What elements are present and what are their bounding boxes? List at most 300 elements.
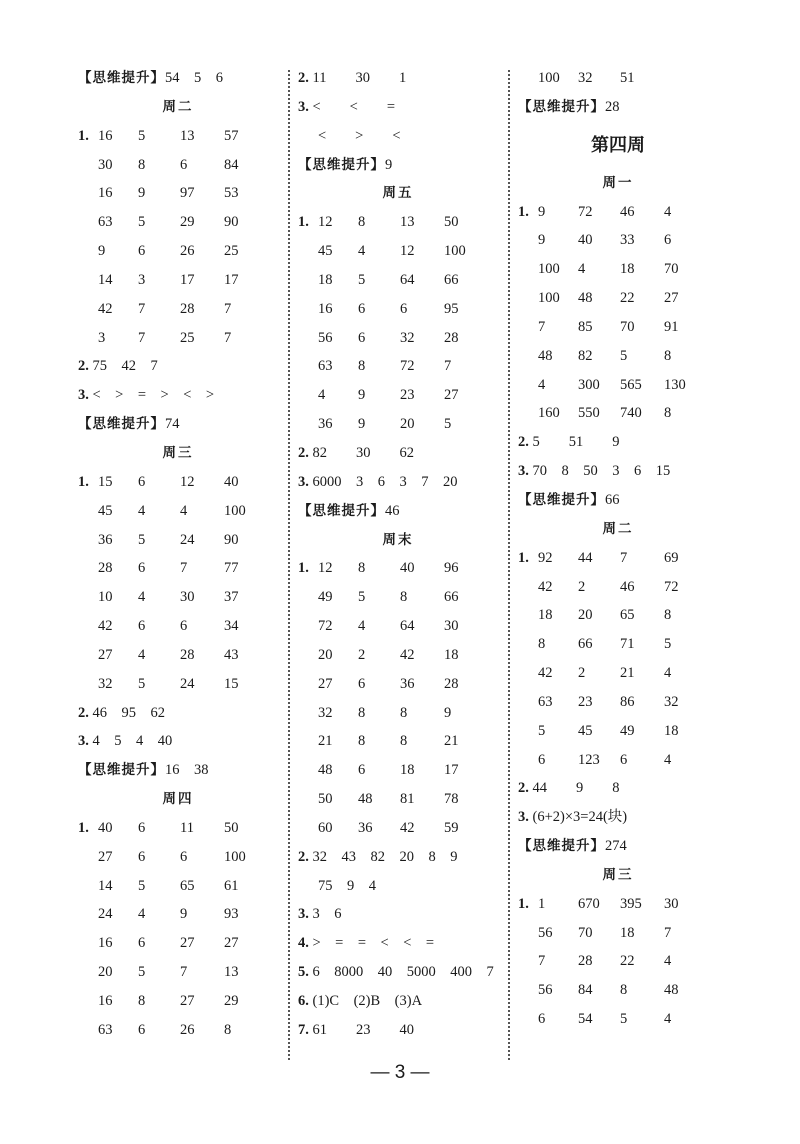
- day-heading: 周一: [602, 174, 634, 191]
- question-number: 1.: [518, 549, 529, 566]
- answer-row: [518, 601, 718, 630]
- answer-line: [518, 774, 718, 803]
- answer-value: 300: [578, 376, 600, 393]
- answer-row: [518, 573, 718, 602]
- answer-line: [78, 727, 278, 756]
- answer-row: [518, 717, 718, 746]
- answer-value: 100: [444, 243, 466, 260]
- answer-value: 29: [180, 214, 195, 231]
- answer-value: 9: [358, 416, 366, 433]
- answer-value: 84: [578, 982, 593, 999]
- answer-value: 8: [400, 589, 408, 606]
- answer-value: 4: [664, 751, 672, 768]
- answer-value: 1: [538, 895, 546, 912]
- thinking-boost-line: [298, 497, 498, 526]
- answer-value: 63: [98, 214, 113, 231]
- answer-value: 69: [664, 549, 679, 566]
- question-number: 2.: [78, 358, 89, 375]
- answer-value: 7: [224, 329, 232, 346]
- answer-value: 12: [180, 473, 195, 490]
- answer-value: 72: [664, 578, 679, 595]
- answer-value: 7: [538, 953, 546, 970]
- column-divider: [508, 70, 510, 1060]
- thinking-boost-line: [518, 486, 718, 515]
- answer-value: 7: [664, 924, 672, 941]
- answer-value: 550: [578, 405, 600, 422]
- answer-value: 7: [620, 549, 628, 566]
- answer-row: [518, 342, 718, 371]
- answer-row: [78, 266, 278, 295]
- answer-value: 4: [538, 376, 546, 393]
- answer-value: 25: [180, 329, 195, 346]
- answer-line: [298, 900, 498, 929]
- answer-value: 9: [444, 704, 452, 721]
- answer-value: 18: [400, 762, 415, 779]
- answer-value: 32: [400, 329, 415, 346]
- answer-value: 22: [620, 290, 635, 307]
- answer-line: [298, 843, 498, 872]
- answer-value: 46: [620, 578, 635, 595]
- answer-value: 21: [444, 733, 459, 750]
- answer-row: [298, 237, 498, 266]
- thinking-boost-answer: 16 38: [165, 762, 209, 779]
- answer-value: 28: [180, 300, 195, 317]
- answer-value: 63: [318, 358, 333, 375]
- answer-value: 5: [138, 127, 146, 144]
- answer-value: 8: [358, 733, 366, 750]
- answer-value: 7: [180, 964, 188, 981]
- answer-value: 28: [444, 329, 459, 346]
- answer-value: 5: [138, 675, 146, 692]
- answer-value: 22: [620, 953, 635, 970]
- question-number: 5.: [298, 964, 309, 981]
- answer-value: 60: [318, 819, 333, 836]
- answer-value: 24: [180, 675, 195, 692]
- answer-value: 4: [664, 1011, 672, 1028]
- answer-value: 7: [180, 560, 188, 577]
- answer-value: 8: [664, 347, 672, 364]
- answer-value: 82: [578, 347, 593, 364]
- answer-value: 45: [578, 722, 593, 739]
- day-heading: 周末: [382, 531, 414, 548]
- answer-value: 5: [444, 416, 452, 433]
- answer-text: 11 30 1: [312, 70, 407, 86]
- answer-line: [78, 352, 278, 381]
- answer-value: 18: [620, 924, 635, 941]
- answer-value: 13: [224, 964, 239, 981]
- answer-value: 8: [664, 607, 672, 624]
- answer-value: 34: [224, 618, 239, 635]
- answer-row: [298, 583, 498, 612]
- answer-value: 4: [138, 589, 146, 606]
- answer-value: 18: [444, 646, 459, 663]
- answer-value: 32: [318, 704, 333, 721]
- answer-column-left: [78, 64, 278, 1045]
- answer-text: < > <: [318, 127, 401, 144]
- answer-row: [298, 381, 498, 410]
- thinking-boost-line: [298, 151, 498, 180]
- answer-row: [78, 497, 278, 526]
- answer-text: < < =: [312, 98, 396, 115]
- answer-value: 59: [444, 819, 459, 836]
- answer-row: [518, 976, 718, 1005]
- answer-row: [78, 122, 278, 151]
- answer-row: [298, 410, 498, 439]
- answer-value: 65: [180, 877, 195, 894]
- answer-row: [298, 756, 498, 785]
- answer-row: [518, 947, 718, 976]
- answer-row: [518, 313, 718, 342]
- answer-value: 25: [224, 243, 239, 260]
- answer-value: 4: [664, 953, 672, 970]
- answer-value: 27: [224, 935, 239, 952]
- answer-value: 160: [538, 405, 560, 422]
- answer-value: 18: [620, 261, 635, 278]
- answer-row: [78, 554, 278, 583]
- answer-value: 64: [400, 271, 415, 288]
- answer-value: 50: [318, 791, 333, 808]
- answer-row: [298, 612, 498, 641]
- answer-row: [298, 699, 498, 728]
- answer-value: 17: [444, 762, 459, 779]
- answer-line: [518, 457, 718, 486]
- answer-row: [78, 929, 278, 958]
- answer-value: 6: [138, 473, 146, 490]
- answer-row: [298, 785, 498, 814]
- answer-value: 45: [98, 502, 113, 519]
- answer-value: 36: [358, 819, 373, 836]
- answer-value: 96: [444, 560, 459, 577]
- answer-value: 6: [358, 675, 366, 692]
- answer-row: [78, 324, 278, 353]
- answer-value: 24: [180, 531, 195, 548]
- answer-value: 95: [444, 300, 459, 317]
- answer-value: 9: [98, 243, 106, 260]
- question-number: 3.: [298, 473, 309, 490]
- answer-value: 26: [180, 243, 195, 260]
- answer-text: 4 5 4 40: [92, 733, 173, 750]
- thinking-boost-label: 【思维提升】: [298, 502, 385, 519]
- answer-value: 27: [98, 646, 113, 663]
- answer-row: [518, 255, 718, 284]
- answer-value: 27: [444, 387, 459, 404]
- answer-value: 27: [180, 935, 195, 952]
- answer-text: 3 6: [312, 906, 342, 923]
- answer-value: 48: [664, 982, 679, 999]
- thinking-boost-answer: 274: [605, 838, 627, 855]
- answer-line: [298, 439, 498, 468]
- answer-row: [518, 399, 718, 428]
- answer-value: 9: [358, 387, 366, 404]
- answer-value: 56: [318, 329, 333, 346]
- question-number: 3.: [518, 809, 529, 826]
- answer-value: 42: [98, 618, 113, 635]
- day-heading: 周三: [162, 444, 194, 461]
- answer-value: 16: [98, 185, 113, 202]
- answer-row: [518, 544, 718, 573]
- page-number: — 3 —: [370, 1062, 430, 1083]
- answer-value: 14: [98, 271, 113, 288]
- answer-value: 30: [664, 895, 679, 912]
- answer-text: 70 8 50 3 6 15: [532, 463, 671, 480]
- answer-value: 7: [138, 329, 146, 346]
- answer-value: 8: [358, 358, 366, 375]
- answer-value: 27: [98, 848, 113, 865]
- day-heading: 周五: [382, 185, 414, 202]
- answer-value: 77: [224, 560, 239, 577]
- answer-value: 6: [664, 232, 672, 249]
- thinking-boost-answer: 46: [385, 502, 400, 519]
- answer-value: 66: [444, 271, 459, 288]
- answer-line: [298, 987, 498, 1016]
- answer-value: 36: [318, 416, 333, 433]
- answer-value: 12: [318, 214, 333, 231]
- answer-value: 395: [620, 895, 642, 912]
- answer-value: 20: [400, 416, 415, 433]
- answer-value: 70: [664, 261, 679, 278]
- answer-value: 5: [138, 214, 146, 231]
- question-number: 2.: [298, 70, 309, 86]
- answer-value: 90: [224, 531, 239, 548]
- answer-column-right: [518, 64, 718, 1034]
- answer-value: 6: [400, 300, 408, 317]
- answer-row: [518, 630, 718, 659]
- question-number: 1.: [298, 214, 309, 231]
- thinking-boost-answer: 66: [605, 491, 620, 508]
- answer-value: 16: [318, 300, 333, 317]
- answer-value: 565: [620, 376, 642, 393]
- answer-value: 24: [98, 906, 113, 923]
- question-number: 2.: [518, 434, 529, 451]
- answer-value: 20: [578, 607, 593, 624]
- thinking-boost-answer: 9: [385, 156, 393, 173]
- answer-row: [298, 352, 498, 381]
- answer-value: 23: [578, 693, 593, 710]
- answer-value: 70: [578, 924, 593, 941]
- answer-value: 100: [538, 70, 560, 86]
- answer-text: (1)C (2)B (3)A: [312, 993, 423, 1009]
- answer-value: 71: [620, 636, 635, 653]
- answer-value: 72: [400, 358, 415, 375]
- answer-row: [78, 208, 278, 237]
- answer-value: 6: [138, 618, 146, 635]
- answer-value: 3: [138, 271, 146, 288]
- answer-value: 6: [538, 1011, 546, 1028]
- answer-row: [78, 843, 278, 872]
- answer-value: 21: [318, 733, 333, 750]
- answer-value: 740: [620, 405, 642, 422]
- answer-value: 56: [538, 982, 553, 999]
- answer-value: 48: [538, 347, 553, 364]
- thinking-boost-line: [518, 93, 718, 122]
- answer-value: 6: [138, 848, 146, 865]
- answer-value: 100: [224, 502, 246, 519]
- answer-value: 4: [138, 502, 146, 519]
- answer-value: 65: [620, 607, 635, 624]
- answer-value: 33: [620, 232, 635, 249]
- thinking-boost-label: 【思维提升】: [518, 98, 605, 115]
- answer-value: 23: [400, 387, 415, 404]
- answer-value: 84: [224, 156, 239, 173]
- answer-value: 6: [138, 560, 146, 577]
- answer-row: [78, 295, 278, 324]
- answer-row: [518, 371, 718, 400]
- question-number: 7.: [298, 1021, 309, 1038]
- answer-value: 6: [180, 848, 188, 865]
- answer-value: 4: [578, 261, 586, 278]
- thinking-boost-label: 【思维提升】: [78, 416, 165, 433]
- answer-value: 2: [578, 665, 586, 682]
- answer-value: 40: [578, 232, 593, 249]
- answer-value: 66: [444, 589, 459, 606]
- week-heading: 第四周: [591, 134, 645, 156]
- thinking-boost-answer: 54 5 6: [165, 70, 223, 86]
- answer-value: 15: [224, 675, 239, 692]
- answer-value: 5: [620, 1011, 628, 1028]
- answer-value: 44: [578, 549, 593, 566]
- answer-value: 17: [224, 271, 239, 288]
- answer-row: [298, 554, 498, 583]
- question-number: 2.: [298, 848, 309, 865]
- answer-value: 32: [664, 693, 679, 710]
- answer-row: [298, 208, 498, 237]
- answer-row: [518, 64, 718, 93]
- answer-value: 50: [444, 214, 459, 231]
- thinking-boost-line: [518, 832, 718, 861]
- answer-row: [518, 284, 718, 313]
- answer-value: 48: [318, 762, 333, 779]
- answer-value: 6: [138, 819, 146, 836]
- answer-value: 2: [358, 646, 366, 663]
- answer-value: 130: [664, 376, 686, 393]
- question-number: 2.: [78, 704, 89, 721]
- answer-value: 91: [664, 318, 679, 335]
- question-number: 2.: [298, 444, 309, 461]
- answer-row: [298, 814, 498, 843]
- answer-row: [78, 583, 278, 612]
- answer-row: [78, 670, 278, 699]
- answer-value: 66: [578, 636, 593, 653]
- answer-line: [298, 958, 498, 987]
- answer-value: 36: [400, 675, 415, 692]
- answer-value: 32: [98, 675, 113, 692]
- thinking-boost-label: 【思维提升】: [518, 838, 605, 855]
- answer-value: 8: [400, 704, 408, 721]
- answer-value: 5: [358, 271, 366, 288]
- answer-value: 28: [98, 560, 113, 577]
- answer-value: 8: [400, 733, 408, 750]
- answer-row: [78, 237, 278, 266]
- answer-value: 20: [318, 646, 333, 663]
- thinking-boost-line: [78, 64, 278, 93]
- answer-value: 9: [138, 185, 146, 202]
- answer-value: 11: [180, 819, 194, 836]
- answer-value: 48: [578, 290, 593, 307]
- answer-value: 49: [318, 589, 333, 606]
- answer-value: 100: [224, 848, 246, 865]
- answer-value: 26: [180, 1021, 195, 1038]
- answer-row: [518, 1005, 718, 1034]
- answer-value: 32: [578, 70, 593, 86]
- answer-value: 6: [358, 329, 366, 346]
- answer-value: 20: [98, 964, 113, 981]
- answer-value: 6: [358, 300, 366, 317]
- answer-value: 37: [224, 589, 239, 606]
- answer-row: [298, 266, 498, 295]
- answer-text: 75 42 7: [92, 358, 158, 375]
- answer-line: [298, 64, 498, 93]
- answer-value: 6: [138, 1021, 146, 1038]
- answer-value: 51: [620, 70, 635, 86]
- answer-text: 5 51 9: [532, 434, 620, 451]
- answer-value: 8: [138, 993, 146, 1009]
- question-number: 4.: [298, 935, 309, 952]
- answer-value: 16: [98, 993, 113, 1009]
- answer-value: 4: [318, 387, 326, 404]
- answer-value: 63: [98, 1021, 113, 1038]
- answer-value: 13: [180, 127, 195, 144]
- question-number: 1.: [78, 473, 89, 490]
- answer-value: 50: [224, 819, 239, 836]
- thinking-boost-answer: 74: [165, 416, 180, 433]
- answer-value: 5: [664, 636, 672, 653]
- answer-value: 7: [538, 318, 546, 335]
- answer-value: 12: [400, 243, 415, 260]
- answer-value: 4: [138, 646, 146, 663]
- answer-text: 46 95 62: [92, 704, 165, 721]
- answer-row: [78, 872, 278, 901]
- answer-value: 17: [180, 271, 195, 288]
- answer-row: [78, 179, 278, 208]
- question-number: 2.: [518, 780, 529, 797]
- answer-value: 78: [444, 791, 459, 808]
- answer-value: 30: [444, 618, 459, 635]
- answer-text: 6000 3 6 3 7 20: [312, 473, 458, 490]
- thinking-boost-line: [78, 756, 278, 785]
- answer-value: 4: [180, 502, 188, 519]
- answer-value: 29: [224, 993, 239, 1009]
- answer-value: 70: [620, 318, 635, 335]
- answer-value: 4: [358, 243, 366, 260]
- answer-row: [78, 641, 278, 670]
- answer-value: 42: [538, 578, 553, 595]
- answer-value: 30: [98, 156, 113, 173]
- answer-value: 40: [98, 819, 113, 836]
- answer-text: 6 8000 40 5000 400 7: [312, 964, 494, 981]
- answer-value: 28: [578, 953, 593, 970]
- answer-value: 8: [358, 560, 366, 577]
- answer-row: [518, 198, 718, 227]
- answer-value: 10: [98, 589, 113, 606]
- answer-value: 9: [538, 232, 546, 249]
- answer-value: 5: [620, 347, 628, 364]
- answer-value: 8: [358, 214, 366, 231]
- answer-value: 43: [224, 646, 239, 663]
- answer-value: 9: [180, 906, 188, 923]
- answer-value: 30: [180, 589, 195, 606]
- answer-value: 4: [358, 618, 366, 635]
- thinking-boost-label: 【思维提升】: [518, 491, 605, 508]
- answer-value: 42: [400, 819, 415, 836]
- answer-text: < > = > < >: [92, 387, 215, 404]
- answer-line: [298, 872, 498, 901]
- answer-value: 5: [538, 722, 546, 739]
- answer-value: 16: [98, 127, 113, 144]
- answer-value: 4: [138, 906, 146, 923]
- answer-row: [78, 987, 278, 1016]
- answer-value: 93: [224, 906, 239, 923]
- answer-value: 5: [138, 964, 146, 981]
